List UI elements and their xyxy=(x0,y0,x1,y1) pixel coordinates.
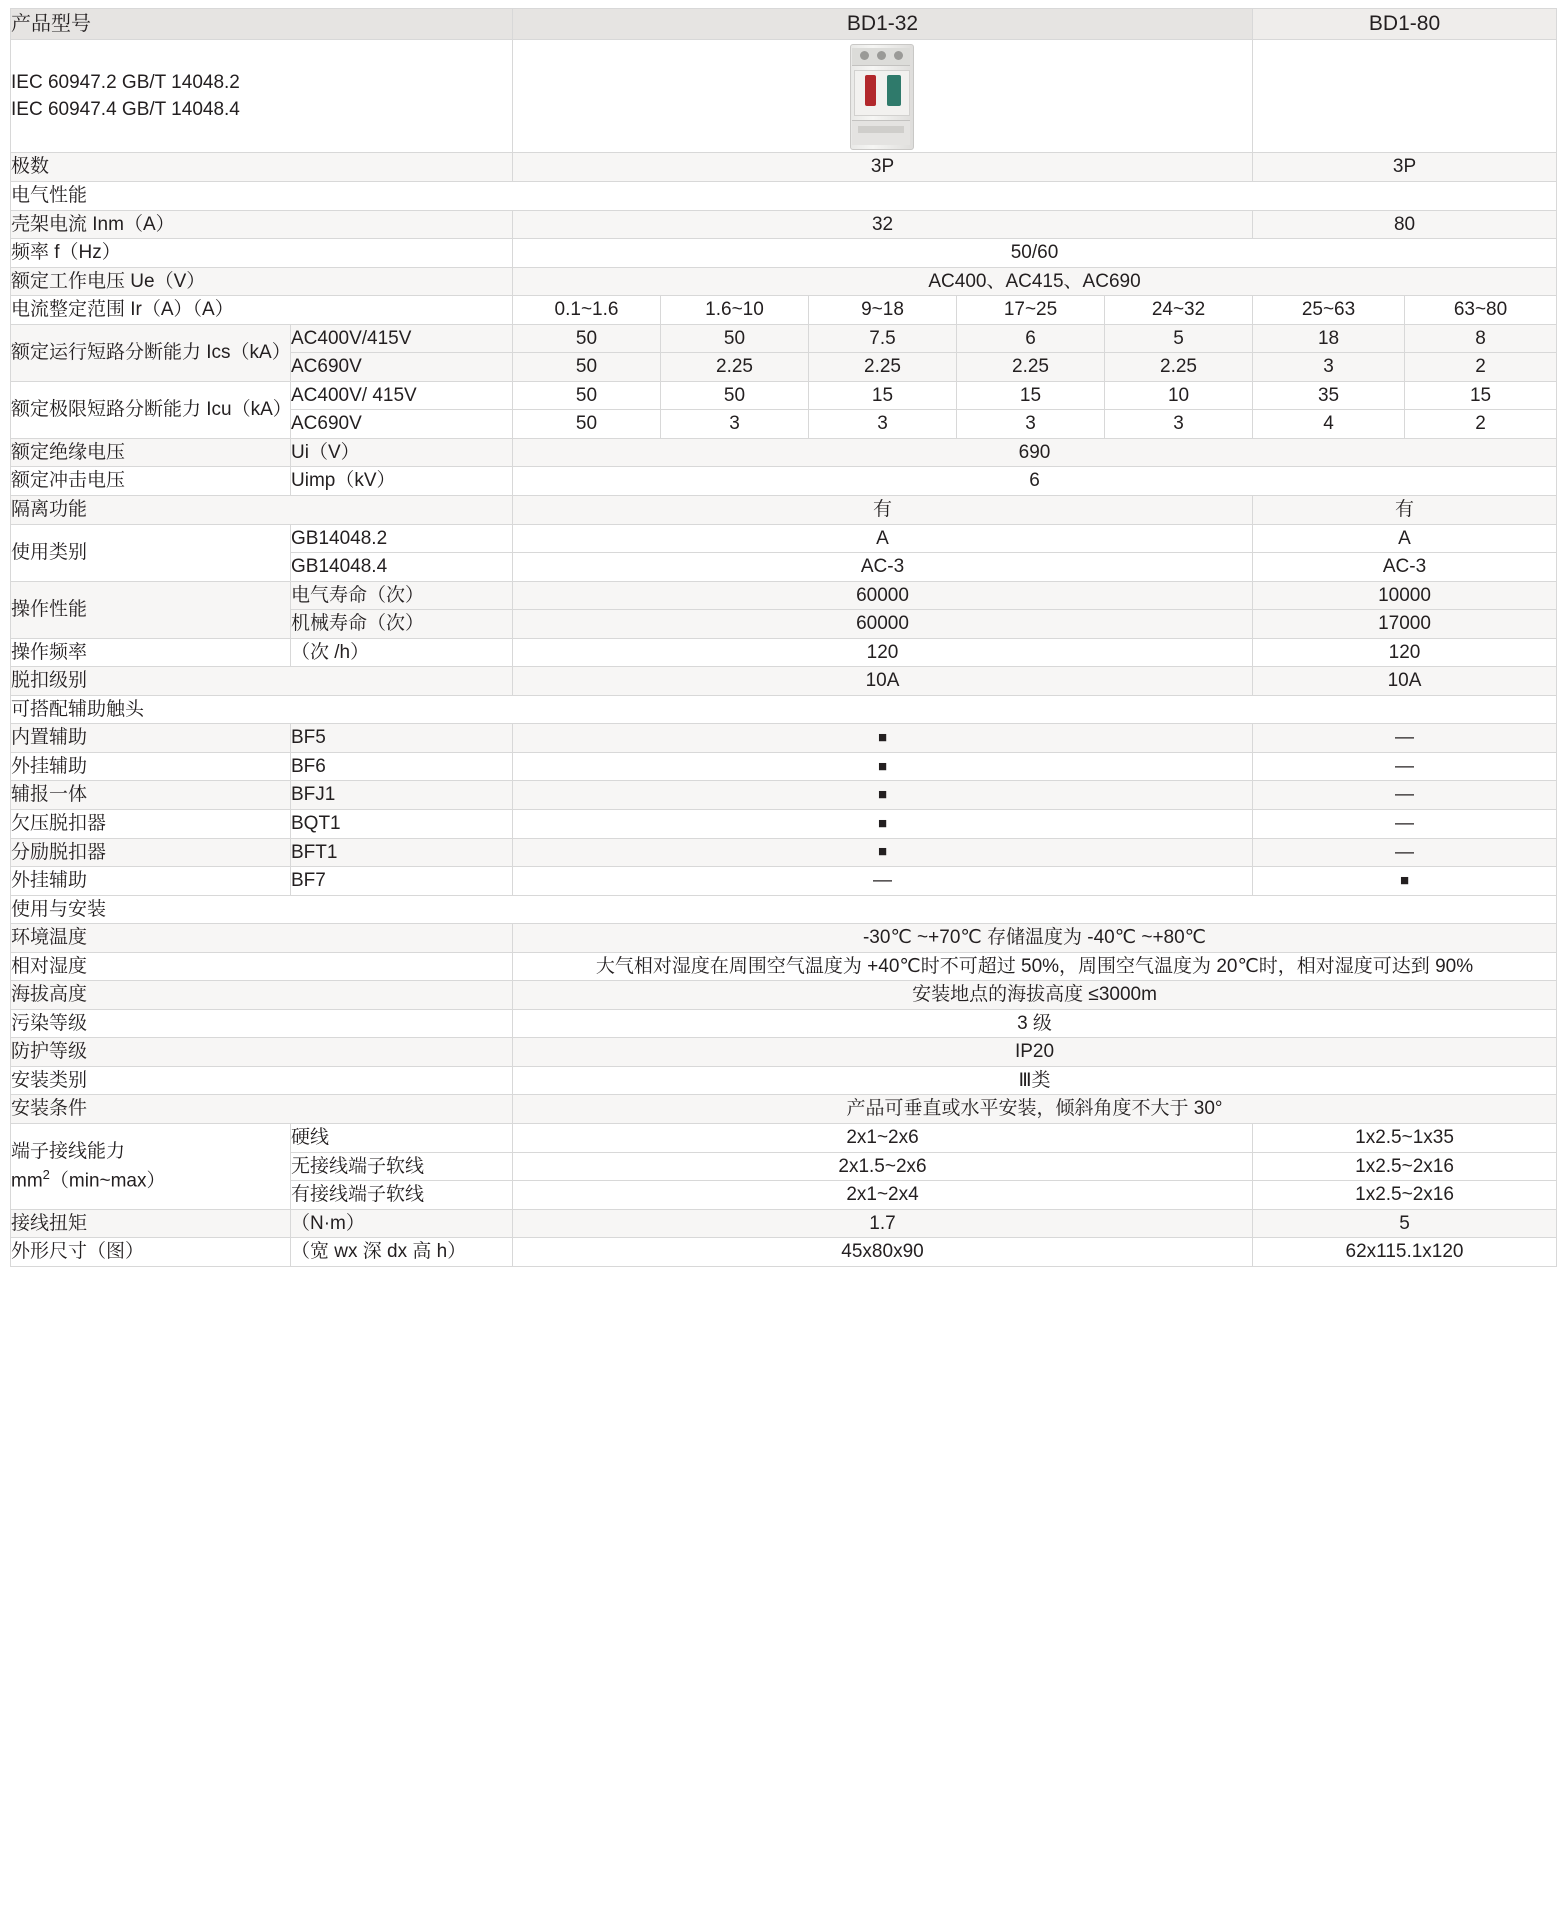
rated-voltage-value: AC400、AC415、AC690 xyxy=(513,267,1557,296)
terminal-soft-noterm-bd132: 2x1.5~2x6 xyxy=(513,1152,1253,1181)
torque-bd180: 5 xyxy=(1253,1209,1557,1238)
usage-category-sub-gb4: GB14048.4 xyxy=(291,553,513,582)
current-range-v5: 24~32 xyxy=(1105,296,1253,325)
aux-section-label: 可搭配辅助触头 xyxy=(11,695,1557,724)
usage-category-gb4-bd180: AC-3 xyxy=(1253,553,1557,582)
aux-label-3: 欠压脱扣器 xyxy=(11,810,291,839)
header-col-bd1-80: BD1-80 xyxy=(1253,9,1557,40)
torque-bd132: 1.7 xyxy=(513,1209,1253,1238)
standard-line-2: IEC 60947.4 GB/T 14048.4 xyxy=(11,99,240,121)
icu-400-v4: 15 xyxy=(957,381,1105,410)
row-ics-400 xyxy=(11,324,1557,353)
terminal-soft-term-bd180: 1x2.5~2x16 xyxy=(1253,1181,1557,1210)
row-poles xyxy=(11,153,1557,182)
icu-400-v1: 50 xyxy=(513,381,661,410)
impulse-voltage-sub: Uimp（kV） xyxy=(291,467,513,496)
usage-category-label: 使用类别 xyxy=(11,524,291,581)
row-rated-voltage xyxy=(11,267,1557,296)
operation-frequency-label: 操作频率 xyxy=(11,638,291,667)
row-frequency xyxy=(11,239,1557,268)
ics-690-v7: 2 xyxy=(1405,353,1557,382)
table-row xyxy=(11,867,1557,896)
isolation-bd132: 有 xyxy=(513,496,1253,525)
isolation-label: 隔离功能 xyxy=(11,496,513,525)
row-pollution xyxy=(11,1009,1557,1038)
row-aux-section xyxy=(11,695,1557,724)
terminal-unit-sup: 2 xyxy=(42,1166,50,1182)
ics-sub-ac690: AC690V xyxy=(291,353,513,382)
usage-category-gb2-bd180: A xyxy=(1253,524,1557,553)
row-install-condition xyxy=(11,1095,1557,1124)
aux-bd132-0: ■ xyxy=(513,724,1253,753)
frame-current-bd132: 32 xyxy=(513,210,1253,239)
aux-code-2: BFJ1 xyxy=(291,781,513,810)
ics-400-v6: 18 xyxy=(1253,324,1405,353)
protection-label: 防护等级 xyxy=(11,1038,513,1067)
frame-current-bd180: 80 xyxy=(1253,210,1557,239)
aux-label-4: 分励脱扣器 xyxy=(11,838,291,867)
icu-400-v3: 15 xyxy=(809,381,957,410)
row-install-category xyxy=(11,1066,1557,1095)
row-altitude xyxy=(11,981,1557,1010)
install-category-value: Ⅲ类 xyxy=(513,1066,1557,1095)
table-row xyxy=(11,752,1557,781)
current-range-v4: 17~25 xyxy=(957,296,1105,325)
table-row xyxy=(11,810,1557,839)
terminal-label-line2 xyxy=(11,1166,290,1195)
electrical-life-bd180: 10000 xyxy=(1253,581,1557,610)
table-row xyxy=(11,781,1557,810)
standards-row xyxy=(11,40,1557,153)
aux-bd180-2: — xyxy=(1253,781,1557,810)
icu-400-v6: 35 xyxy=(1253,381,1405,410)
ambient-temp-label: 环境温度 xyxy=(11,924,513,953)
insulation-voltage-label: 额定绝缘电压 xyxy=(11,438,291,467)
torque-sub: （N·m） xyxy=(291,1209,513,1238)
ambient-temp-value: -30℃ ~+70℃ 存储温度为 -40℃ ~+80℃ xyxy=(513,924,1557,953)
icu-400-v2: 50 xyxy=(661,381,809,410)
current-range-label: 电流整定范围 Ir（A）（A） xyxy=(11,296,513,325)
insulation-voltage-value: 690 xyxy=(513,438,1557,467)
trip-class-label: 脱扣级别 xyxy=(11,667,513,696)
product-image-empty xyxy=(1253,40,1557,153)
ics-400-v2: 50 xyxy=(661,324,809,353)
standard-line-1: IEC 60947.2 GB/T 14048.2 xyxy=(11,71,240,93)
aux-bd132-2: ■ xyxy=(513,781,1253,810)
poles-bd132: 3P xyxy=(513,153,1253,182)
terminal-unit: mm xyxy=(11,1170,43,1192)
insulation-voltage-sub: Ui（V） xyxy=(291,438,513,467)
aux-bd132-5: — xyxy=(513,867,1253,896)
icu-690-v1: 50 xyxy=(513,410,661,439)
protection-value: IP20 xyxy=(513,1038,1557,1067)
aux-bd180-5: ■ xyxy=(1253,867,1557,896)
usage-category-gb2-bd132: A xyxy=(513,524,1253,553)
terminal-label xyxy=(11,1124,291,1210)
aux-label-5: 外挂辅助 xyxy=(11,867,291,896)
ics-690-v6: 3 xyxy=(1253,353,1405,382)
icu-690-v2: 3 xyxy=(661,410,809,439)
ics-label: 额定运行短路分断能力 Ics（kA） xyxy=(11,324,291,381)
row-insulation-voltage xyxy=(11,438,1557,467)
ics-690-v2: 2.25 xyxy=(661,353,809,382)
current-range-v2: 1.6~10 xyxy=(661,296,809,325)
dimensions-sub: （宽 wx 深 dx 高 h） xyxy=(291,1238,513,1267)
install-condition-value: 产品可垂直或水平安装，倾斜角度不大于 30° xyxy=(513,1095,1557,1124)
row-frame-current xyxy=(11,210,1557,239)
trip-class-bd132: 10A xyxy=(513,667,1253,696)
ics-400-v4: 6 xyxy=(957,324,1105,353)
icu-690-v4: 3 xyxy=(957,410,1105,439)
electrical-life-bd132: 60000 xyxy=(513,581,1253,610)
aux-code-3: BQT1 xyxy=(291,810,513,839)
row-icu-400 xyxy=(11,381,1557,410)
icu-label: 额定极限短路分断能力 Icu（kA） xyxy=(11,381,291,438)
current-range-v7: 63~80 xyxy=(1405,296,1557,325)
aux-bd180-4: — xyxy=(1253,838,1557,867)
impulse-voltage-value: 6 xyxy=(513,467,1557,496)
row-usage-category-1 xyxy=(11,524,1557,553)
row-trip-class xyxy=(11,667,1557,696)
humidity-label: 相对湿度 xyxy=(11,952,513,981)
terminal-sub-soft-term: 有接线端子软线 xyxy=(291,1181,513,1210)
impulse-voltage-label: 额定冲击电压 xyxy=(11,467,291,496)
aux-bd132-1: ■ xyxy=(513,752,1253,781)
aux-bd180-1: — xyxy=(1253,752,1557,781)
header-model-label: 产品型号 xyxy=(11,9,513,40)
aux-bd180-3: — xyxy=(1253,810,1557,839)
operation-frequency-bd180: 120 xyxy=(1253,638,1557,667)
aux-code-5: BF7 xyxy=(291,867,513,896)
row-humidity xyxy=(11,952,1557,981)
row-electrical-section xyxy=(11,181,1557,210)
usage-category-gb4-bd132: AC-3 xyxy=(513,553,1253,582)
install-category-label: 安装类别 xyxy=(11,1066,513,1095)
current-range-v6: 25~63 xyxy=(1253,296,1405,325)
rated-voltage-label: 额定工作电压 Ue（V） xyxy=(11,267,513,296)
pollution-value: 3 级 xyxy=(513,1009,1557,1038)
ics-sub-ac400: AC400V/415V xyxy=(291,324,513,353)
aux-code-0: BF5 xyxy=(291,724,513,753)
ics-690-v3: 2.25 xyxy=(809,353,957,382)
humidity-value: 大气相对湿度在周围空气温度为 +40℃时不可超过 50%，周围空气温度为 20℃时，相对湿度可达到 90% xyxy=(513,952,1557,981)
row-current-range xyxy=(11,296,1557,325)
icu-690-v6: 4 xyxy=(1253,410,1405,439)
row-protection xyxy=(11,1038,1557,1067)
product-image-cell xyxy=(513,40,1253,153)
current-range-v3: 9~18 xyxy=(809,296,957,325)
electrical-section-label: 电气性能 xyxy=(11,181,1557,210)
icu-400-v5: 10 xyxy=(1105,381,1253,410)
dimensions-bd132: 45x80x90 xyxy=(513,1238,1253,1267)
isolation-bd180: 有 xyxy=(1253,496,1557,525)
dimensions-label: 外形尺寸（图） xyxy=(11,1238,291,1267)
table-header-row xyxy=(11,9,1557,40)
torque-label: 接线扭矩 xyxy=(11,1209,291,1238)
frame-current-label: 壳架电流 Inm（A） xyxy=(11,210,513,239)
dimensions-bd180: 62x115.1x120 xyxy=(1253,1238,1557,1267)
icu-sub-ac400: AC400V/ 415V xyxy=(291,381,513,410)
pollution-label: 污染等级 xyxy=(11,1009,513,1038)
ics-400-v3: 7.5 xyxy=(809,324,957,353)
row-operation-frequency xyxy=(11,638,1557,667)
ics-400-v7: 8 xyxy=(1405,324,1557,353)
icu-400-v7: 15 xyxy=(1405,381,1557,410)
row-impulse-voltage xyxy=(11,467,1557,496)
ics-400-v1: 50 xyxy=(513,324,661,353)
aux-label-1: 外挂辅助 xyxy=(11,752,291,781)
ics-400-v5: 5 xyxy=(1105,324,1253,353)
current-range-v1: 0.1~1.6 xyxy=(513,296,661,325)
frequency-value: 50/60 xyxy=(513,239,1557,268)
table-row xyxy=(11,838,1557,867)
row-operation-electrical-life xyxy=(11,581,1557,610)
row-isolation xyxy=(11,496,1557,525)
icu-690-v7: 2 xyxy=(1405,410,1557,439)
header-col-bd1-32: BD1-32 xyxy=(513,9,1253,40)
install-section-label: 使用与安装 xyxy=(11,895,1557,924)
aux-bd180-0: — xyxy=(1253,724,1557,753)
icu-sub-ac690: AC690V xyxy=(291,410,513,439)
mechanical-life-sub: 机械寿命（次） xyxy=(291,610,513,639)
operation-performance-label: 操作性能 xyxy=(11,581,291,638)
aux-label-2: 辅报一体 xyxy=(11,781,291,810)
terminal-range: （min~max） xyxy=(49,1170,166,1192)
ics-690-v1: 50 xyxy=(513,353,661,382)
operation-frequency-sub: （次 /h） xyxy=(291,638,513,667)
install-condition-label: 安装条件 xyxy=(11,1095,513,1124)
terminal-sub-soft-noterm: 无接线端子软线 xyxy=(291,1152,513,1181)
usage-category-sub-gb2: GB14048.2 xyxy=(291,524,513,553)
row-ambient-temp xyxy=(11,924,1557,953)
terminal-hard-bd180: 1x2.5~1x35 xyxy=(1253,1124,1557,1153)
altitude-label: 海拔高度 xyxy=(11,981,513,1010)
operation-frequency-bd132: 120 xyxy=(513,638,1253,667)
electrical-life-sub: 电气寿命（次） xyxy=(291,581,513,610)
mechanical-life-bd132: 60000 xyxy=(513,610,1253,639)
specification-table xyxy=(10,8,1557,1267)
aux-bd132-4: ■ xyxy=(513,838,1253,867)
icu-690-v5: 3 xyxy=(1105,410,1253,439)
terminal-label-line1: 端子接线能力 xyxy=(11,1141,126,1163)
mechanical-life-bd180: 17000 xyxy=(1253,610,1557,639)
ics-690-v5: 2.25 xyxy=(1105,353,1253,382)
table-row xyxy=(11,724,1557,753)
aux-bd132-3: ■ xyxy=(513,810,1253,839)
row-dimensions xyxy=(11,1238,1557,1267)
aux-label-0: 内置辅助 xyxy=(11,724,291,753)
terminal-soft-noterm-bd180: 1x2.5~2x16 xyxy=(1253,1152,1557,1181)
poles-label: 极数 xyxy=(11,153,513,182)
poles-bd180: 3P xyxy=(1253,153,1557,182)
icu-690-v3: 3 xyxy=(809,410,957,439)
altitude-value: 安装地点的海拔高度 ≤3000m xyxy=(513,981,1557,1010)
trip-class-bd180: 10A xyxy=(1253,667,1557,696)
frequency-label: 频率 f（Hz） xyxy=(11,239,513,268)
ics-690-v4: 2.25 xyxy=(957,353,1105,382)
product-photo-icon xyxy=(840,42,926,150)
row-install-section xyxy=(11,895,1557,924)
aux-code-4: BFT1 xyxy=(291,838,513,867)
aux-code-1: BF6 xyxy=(291,752,513,781)
row-terminal-hard xyxy=(11,1124,1557,1153)
terminal-sub-hard: 硬线 xyxy=(291,1124,513,1153)
row-torque xyxy=(11,1209,1557,1238)
standards-text xyxy=(11,40,513,153)
terminal-soft-term-bd132: 2x1~2x4 xyxy=(513,1181,1253,1210)
terminal-hard-bd132: 2x1~2x6 xyxy=(513,1124,1253,1153)
